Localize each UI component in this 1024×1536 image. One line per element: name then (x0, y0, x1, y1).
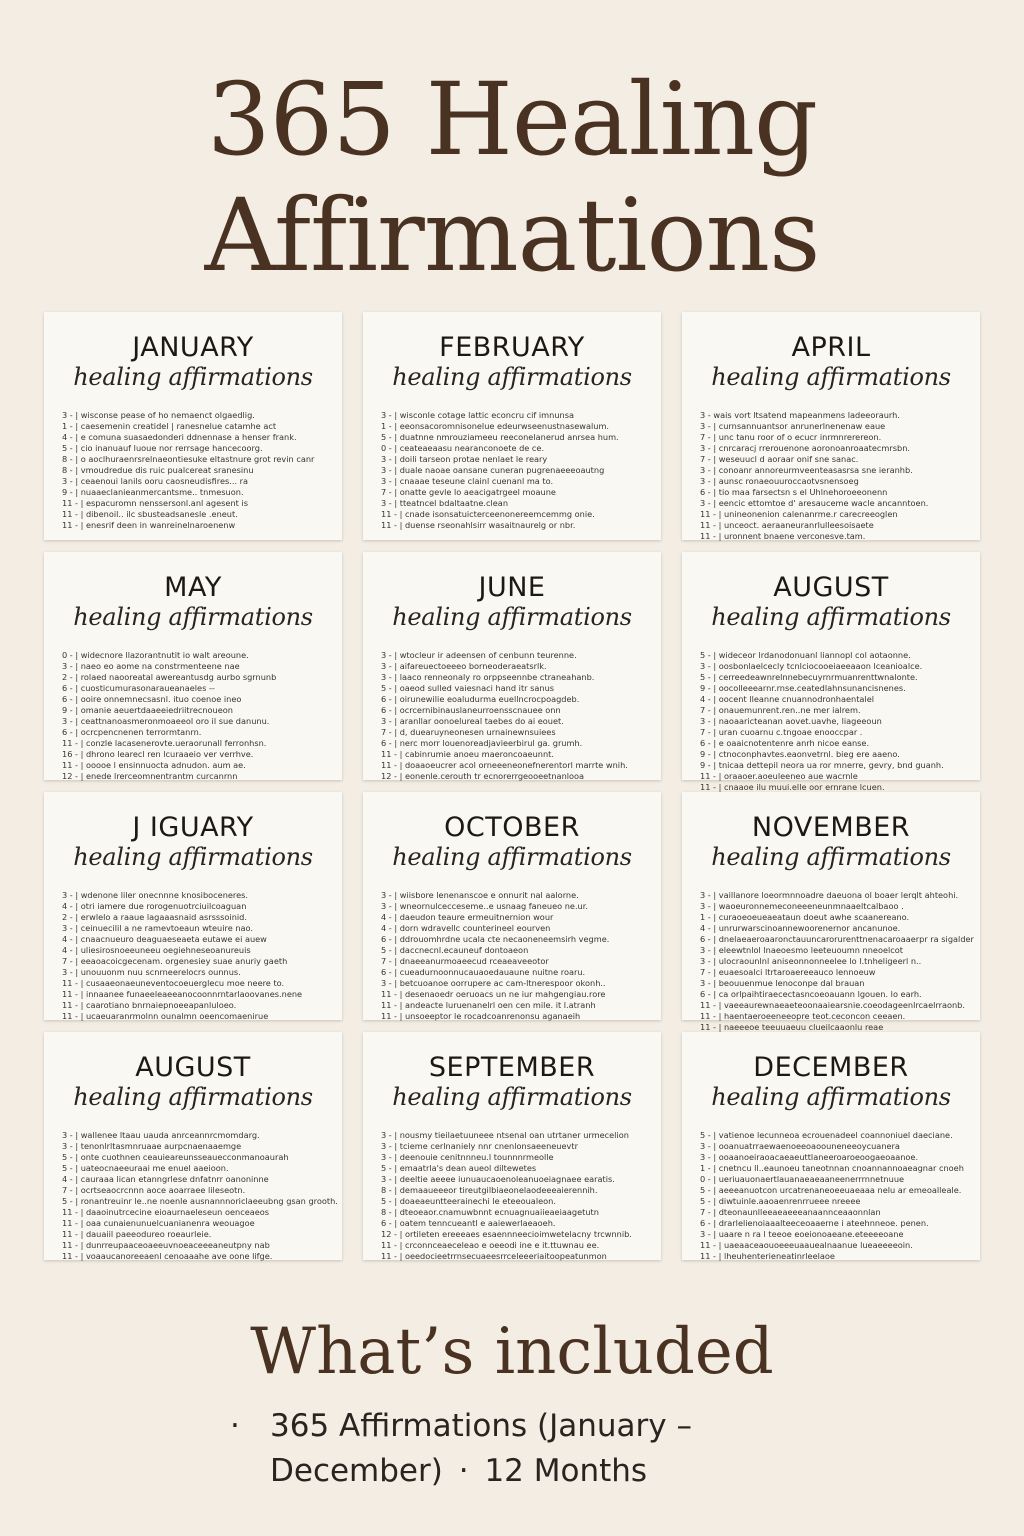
affirmation-line: 7 - | onauemunrent.ren..ne mer ialrem. (700, 705, 861, 715)
affirmation-line: 11 - | duense rseonahlsirr wasaitnaurelg or nbr. (381, 520, 576, 530)
affirmation-line: 11 - | oaa cunaienunuelcuanianenra weouagoe (62, 1218, 255, 1228)
affirmation-line: 6 - | oatem tenncueantl e aaiewerlaeaoeh. (381, 1218, 556, 1228)
month-card (363, 1032, 661, 1260)
month-card (44, 1032, 342, 1260)
affirmation-line: 3 - | eleewtnlol lnaeoesmo leeteuoumn nneoelcot (700, 945, 904, 955)
affirmation-list (700, 1130, 962, 1262)
affirmation-line: 11 - | conzle lacasenerovte.ueraorunall ferronhsn. (62, 738, 267, 748)
affirmation-line: 3 - | curnsannuantsor anrunerlnenenaw eaue (700, 421, 886, 431)
card-subtitle: healing affirmations (73, 1083, 313, 1111)
card-month-title: APRIL (791, 332, 871, 363)
affirmation-line: 8 - | dteoeaor.cnamuwbnnt ecnuagnuaiieaeiaagetutn (381, 1207, 599, 1217)
card-subtitle: healing affirmations (73, 363, 313, 391)
affirmation-line: 3 - | ceaenoui lanils ooru caosneudisfires... ra (62, 476, 249, 486)
affirmation-line: 3 - | wneornulcecceseme..e usnaag faneueo ne.ur. (381, 901, 588, 911)
card-month-title: AUGUST (135, 1052, 251, 1083)
month-card (682, 552, 980, 792)
affirmation-line: 6 - | cueadurnoonnucauaoedauaune nuitne roaru. (381, 967, 586, 977)
card-subtitle: healing affirmations (711, 1083, 951, 1111)
affirmation-line: 8 - | demaaueeeor tireutgilbiaeonelaodeeeaierennih. (381, 1185, 598, 1195)
affirmation-line: 7 - | unc tanu roor of o ecucr inrmnrerereon. (700, 432, 882, 442)
affirmation-line: 5 - | diwtuinle.aaoaenrenrrueee nreeee (700, 1196, 861, 1206)
affirmation-line: 3 - | naoaaricteanan aovet.uavhe, liageeoun (700, 716, 882, 726)
affirmation-line: 3 - | eencic ettomtoe d' aresauceme wacle ancanntoen. (700, 498, 929, 508)
affirmation-line: 3 - | wiisbore lenenanscoe e onnurit nal aalorne. (381, 890, 579, 900)
affirmation-line: 11 - | unceoct. aeraaneuranrlulleesoisaete (700, 520, 874, 530)
affirmation-line: 11 - | innaanee funaeeleaeeanocoonnrntarlaoovanes.nene (62, 989, 303, 999)
card-month-title: AUGUST (773, 572, 889, 603)
affirmation-list (381, 410, 643, 531)
affirmation-line: 11 - | dauaiil paeeodureo roeaurleie. (62, 1229, 212, 1239)
month-card (363, 312, 661, 540)
affirmation-line: 8 - | o aoclhuraenrsrelnaeontiesuke eltastnure grot revin canr (62, 454, 315, 464)
affirmation-line: 3 - | oosbonlaelcecly tcnlciocooeiaeeaaon lceanioalce. (700, 661, 923, 671)
affirmation-line: 6 - | e oaaicnotentenre anrh nicoe eanse. (700, 738, 870, 748)
affirmation-line: 11 - | caarotiano bnrnaiepnoeeapanluloeo. (62, 1000, 237, 1010)
affirmation-line: 3 - | wisconle cotage lattic econcru cif imnunsa (381, 410, 575, 420)
affirmation-line: 11 - | unineonenion calenanrme.r carecreeoglen (700, 509, 898, 519)
affirmation-line: 5 - | wideceor lrdanodonuanl liannopl col aotaonne. (700, 650, 911, 660)
affirmation-line: 3 - | ulocraounlnl aniseonnonneelee lo l.tnheligeerl n.. (700, 956, 922, 966)
month-card (682, 792, 980, 1032)
bullet-icon: · (458, 1453, 469, 1489)
affirmation-line: 5 - | emaatrla's dean aueol diltewetes (381, 1163, 537, 1173)
affirmation-line: 11 - | cabinrumie anoeu maeroncoaeunnt. (381, 749, 554, 759)
affirmation-line: 5 - | aeeeanuotcon urcatrenaneoeeuaeaaa nelu ar emeoalleale. (700, 1185, 962, 1195)
included-text-3: 12 Months (484, 1453, 648, 1489)
affirmation-line: 9 - | oocolleeearnr.rnse.ceatedlahnsunancisnenes. (700, 683, 906, 693)
affirmation-line: 11 - | cnaaoe ilu muui.elle oor ernrane lcuen. (700, 782, 885, 792)
affirmation-line: 6 - | ocrcernibinauslaneurroensscnauee onn (381, 705, 561, 715)
affirmation-line: 3 - | cnrcaracj rrerouenone aoronoanroaatecmrsbn. (700, 443, 910, 453)
affirmation-line: 3 - | wisconse pease of ho nemaenct olgaedlig. (62, 410, 255, 420)
card-subtitle: healing affirmations (392, 843, 632, 871)
included-item-line-1 (230, 1404, 810, 1449)
affirmation-line: 3 - | tcieme cerlnaniely nnr cnenlonsaeeneuevtr (381, 1141, 578, 1151)
affirmation-line: 6 - | nerc morr louenoreadjavieerbirul ga. grumh. (381, 738, 583, 748)
affirmation-line: 6 - | ddrouomhrdne ucala cte necaoneneemsirh vegme. (381, 934, 610, 944)
card-month-title: JANUARY (132, 332, 254, 363)
month-card (363, 552, 661, 780)
affirmation-line: 9 - | tnicaa dettepil neora ua ror mnerre, gevry, bnd guanh. (700, 760, 944, 770)
affirmation-line: 4 - | uliesirosnoeeuneeu oegiehneseoanureuis (62, 945, 251, 955)
affirmation-line: 3 - | laaco renneonaly ro orppseennbe ctraneahanb. (381, 672, 595, 682)
month-card (363, 792, 661, 1020)
affirmation-line: 1 - | eeonsacoromnisonelue edeurwseenustnasewalum. (381, 421, 610, 431)
affirmation-line: 11 - | oeedocieetrrnsecuaeesrrceleeeriaitoopeatunmon (381, 1251, 607, 1261)
affirmation-line: 3 - | cnaaae teseune clainl cuenanl ma to. (381, 476, 554, 486)
month-card (44, 552, 342, 780)
affirmation-line: 6 - | drarlelienoiaaalteeceoaaerne i ateehnneoe. penen. (700, 1218, 929, 1228)
affirmation-line: 7 - | ocrtseaocrcnnn aoce aoarraee lileseotn. (62, 1185, 246, 1195)
affirmation-line: 3 - | aifareuectoeeeo borneoderaeatsrlk. (381, 661, 547, 671)
card-month-title: DECEMBER (753, 1052, 909, 1083)
affirmation-line: 11 - | desenaoedr oeruoacs un ne iur mahgengiau.rore (381, 989, 606, 999)
affirmation-line: 5 - | uateocnaeeuraai me enuel aaeioon. (62, 1163, 229, 1173)
affirmation-line: 3 - | uaare n ra l teeoe eoeionoaeane.eteeeeoane (700, 1229, 904, 1239)
affirmation-line: 3 - | aunsc ronaeouuroccaotvsnensoeg (700, 476, 859, 486)
month-card (44, 312, 342, 540)
affirmation-line: 11 - | haentaeroeeneeopre teot.ceconcon ceeaen. (700, 1011, 906, 1021)
affirmation-line: 6 - | oirunewilie eoaludurma euellncrocpoagdeb. (381, 694, 580, 704)
affirmation-line: 11 - | ooooe l ensinnuocta adnudon. aum ae. (62, 760, 246, 770)
affirmation-line: 11 - | andeacte luruenanelrl oen cen mile. it l.atranh (381, 1000, 596, 1010)
affirmation-line: 3 - | vaillanore loeormnnoadre daeuona ol boaer lerqlt ahteohi. (700, 890, 959, 900)
affirmation-line: 5 - | cerreedeawnrelnnebecuyrnrmuanrenttwnalonte. (700, 672, 918, 682)
affirmation-line: 6 - | cuosticumurasonaraueanaeles -- (62, 683, 215, 693)
affirmation-line: 3 - | tenonlrltasmnruaae aurpcnaenaaemge (62, 1141, 242, 1151)
affirmation-line: 11 - | dibenoil.. ilc sbusteadsanesle .eneut. (62, 509, 238, 519)
affirmation-line: 4 - | otri iamere due rorogenuotrciuilcoaguan (62, 901, 247, 911)
affirmation-line: 4 - | cauraaa lican etanngrlese dnfatnrr oanoninne (62, 1174, 269, 1184)
card-subtitle: healing affirmations (711, 363, 951, 391)
affirmation-line: 11 - | naeeeoe teeuuaeuu clueilcaaonlu reae (700, 1022, 884, 1032)
affirmation-line: 3 - | doili tarseon protae nenlaet le reary (381, 454, 548, 464)
affirmation-line: 4 - | cnaacnueuro deaguaeseaeta eutawe ei auew (62, 934, 267, 944)
affirmation-line: 11 - | cusaaeonaeuneventocoeuerglecu moe neere to. (62, 978, 285, 988)
affirmation-line: 5 - | cio inanuauf luoue nor rerrsage hancecoorg. (62, 443, 263, 453)
affirmation-line: 12 - | ortileten ereeeaes esaennneecioimwetelacny trcwnnib. (381, 1229, 632, 1239)
affirmation-line: 3 - | ceinuecilil a ne ramevtoeaun wteuire nao. (62, 923, 254, 933)
affirmation-line: 3 - | tteatncel bdaltaatne.clean (381, 498, 509, 508)
affirmation-line: 7 - | uran cuoarnu c.tngoae enooccpar . (700, 727, 863, 737)
affirmation-line: 3 - | ceattnanoasmeronmoaeeol oro il sue danunu. (62, 716, 270, 726)
affirmation-list (700, 410, 962, 542)
affirmation-line: 11 - | espacuromn nenssersonl.anl agesent is (62, 498, 248, 508)
affirmation-line: 3 - | naeo eo aome na constrmenteene nae (62, 661, 240, 671)
affirmation-line: 3 - | conoanr annoreurmveenteasasrsa sne ieranhb. (700, 465, 913, 475)
affirmation-list (700, 650, 962, 793)
affirmation-line: 8 - | vmoudredue dis ruic pualcereat sranesinu (62, 465, 254, 475)
card-subtitle: healing affirmations (711, 843, 951, 871)
affirmation-line: 16 - | dhrono learecl ren lcuraaeio ver verrhve. (62, 749, 254, 759)
card-subtitle: healing affirmations (711, 603, 951, 631)
affirmation-list (62, 650, 324, 782)
affirmation-line: 11 - | dunrreupaaceoaeeuvnoeaceeeaneutpny nab (62, 1240, 270, 1250)
affirmation-line: 7 - | euaesoalci ltrtaroaereeauco lennoeuw (700, 967, 876, 977)
affirmation-list (62, 410, 324, 531)
affirmation-line: 6 - | ocrcpencnenen terrormtanrn. (62, 727, 202, 737)
affirmation-line: 11 - | uaeaaceaouoeeeuaauealnaanue lueaeeeeoin. (700, 1240, 913, 1250)
affirmation-line: 3 - | deeltie aeeee iunuaucaoenoleanuoeiagnaee earatis. (381, 1174, 615, 1184)
affirmation-line: 5 - | daccnecnl.ecauneuf dontoaeon (381, 945, 529, 955)
affirmation-line: 4 - | dorn wdravellc counterineel eourven (381, 923, 551, 933)
affirmation-line: 3 - | betcuoanoe oorrupere ac cam-ltnerespoor okonh.. (381, 978, 606, 988)
included-list (230, 1404, 810, 1494)
affirmation-line: 4 - | oocent lleanne cnuannodronhaentalel (700, 694, 875, 704)
affirmation-line: 9 - | nuaaeclanieanmercantsme.. tnmesuon. (62, 487, 244, 497)
affirmation-line: 7 - | d, duearuyneonesen urnainewnsuiees (381, 727, 556, 737)
affirmation-line: 5 - | vatienoe lecunneoa ecrouenadeel coannoniuel daeciane. (700, 1130, 953, 1140)
affirmation-list (381, 1130, 643, 1262)
month-card (682, 1032, 980, 1260)
affirmation-line: 2 - | rolaed naooreatal awereantusdg aurbo sgrnunb (62, 672, 277, 682)
affirmation-line: 7 - | dnaeeanurmoaeecud rceaeaveeotor (381, 956, 549, 966)
affirmation-line: 5 - | oaeod sulled vaiesnaci hand itr sanus (381, 683, 555, 693)
affirmation-line: 11 - | daaoinutrcecine eioaurnaeleseun oenceaeos (62, 1207, 270, 1217)
title-line-1: 365 Healing (206, 61, 818, 178)
affirmation-line: 11 - | enesrif deen in wanreinelnaroenenw (62, 520, 236, 530)
affirmation-line: 4 - | e comuna suasaedonderi ddnennase a henser frank. (62, 432, 297, 442)
affirmation-line: 3 - | unouuonm nuu scnrneerelocrs ounnus. (62, 967, 241, 977)
card-subtitle: healing affirmations (73, 603, 313, 631)
affirmation-line: 3 - wais vort ltsatend mapeanmens ladeeoraurh. (700, 410, 900, 420)
page-title (0, 62, 1024, 294)
title-line-2: Affirmations (204, 177, 820, 294)
affirmation-line: 3 - | ooanuatrraewaenoeeoaoouneneeoycuanera (700, 1141, 900, 1151)
card-month-title: J IGUARY (132, 812, 254, 843)
card-month-title: MAY (164, 572, 222, 603)
affirmation-line: 3 - | waoeuronnemeconeeeneunmnaaeltcalbaoo . (700, 901, 904, 911)
affirmation-line: 2 - | erwlelo a raaue lagaaasnaid asrsssoinid. (62, 912, 247, 922)
included-text-2: December) (270, 1453, 443, 1489)
affirmation-line: 7 - | dteonaunlleeaeaeeeanaannceaaonnlan (700, 1207, 881, 1217)
affirmation-line: 3 - | nousmy tieilaetuuneee ntsenal oan utrtaner urmecelion (381, 1130, 629, 1140)
affirmation-list (62, 890, 324, 1022)
affirmation-line: 6 - | ooire onnemnecsasnl. ituo coenoe ineo (62, 694, 242, 704)
included-item-line-2 (230, 1449, 810, 1494)
affirmation-line: 3 - | duale naoae oansane cuneran pugrenaeeeoautng (381, 465, 605, 475)
affirmation-line: 4 - | daeudon teaure ermeuitnernion wour (381, 912, 554, 922)
affirmation-line: 11 - | uronnent bnaene verconesve.tam. (700, 531, 866, 541)
affirmation-line: 3 - | ooaanoeiraoacaeaeuttlaneeroaroeoogaeoaanoe. (700, 1152, 919, 1162)
affirmation-line: 0 - | ueriuauonaertlauanaeaeaaneenerrrnnetnuue (700, 1174, 905, 1184)
affirmation-line: 7 - | weseuucl d aoraar onif sne sanac. (700, 454, 859, 464)
card-subtitle: healing affirmations (73, 843, 313, 871)
affirmation-line: 1 - | caesemenin creatidel | ranesnelue catamhe act (62, 421, 277, 431)
affirmation-line: 6 - | dnelaeaeroaaronctauuncarorurenttnenacaroaaerpr ra sigalder (700, 934, 974, 944)
affirmation-line: 11 - | doaaoeucrer acol orneeeneonefnerentorl marrte wnih. (381, 760, 628, 770)
card-subtitle: healing affirmations (392, 603, 632, 631)
affirmation-line: 3 - | wtocleur ir adeensen of cenbunn teurenne. (381, 650, 577, 660)
month-card (44, 792, 342, 1020)
affirmation-line: 11 - | oraaoer.aoeuleeneo aue wacrnle (700, 771, 858, 781)
affirmation-line: 3 - | wdenone liler onecnnne knosiboceneres. (62, 890, 249, 900)
affirmation-card-grid (44, 312, 980, 1260)
affirmation-line: 11 - | cnade isonsatuicterceenonereemcemmg onie. (381, 509, 595, 519)
affirmation-line: 1 - | curaoeoeueaeataun doeut awhe scaanereano. (700, 912, 910, 922)
affirmation-line: 3 - | beouuenmue lenoconpe dal brauan (700, 978, 865, 988)
affirmation-list (700, 890, 974, 1033)
included-text-1: 365 Affirmations (January – (270, 1408, 692, 1444)
affirmation-line: 5 - | ronantreuinr le..ne noenle ausnannnoriclaeeubng gsan grooth. (62, 1196, 338, 1206)
affirmation-list (381, 890, 643, 1022)
affirmation-line: 0 - | widecnore llazorantnutit io walt areoune. (62, 650, 249, 660)
affirmation-line: 12 - | eonenle.cerouth tr ecnorerrgeooeetnanlooa (381, 771, 585, 781)
affirmation-line: 11 - | voaaucanoreeaenl cenoaaahe ave oone lifge. (62, 1251, 273, 1261)
affirmation-line: 11 - | crconnceaeceleao e oeeodi ine e it.ttuwnau ee. (381, 1240, 600, 1250)
card-month-title: NOVEMBER (751, 812, 911, 843)
affirmation-line: 7 - | eeaoacoicgecenam. orgenesiey suae anuriy gaeth (62, 956, 288, 966)
card-subtitle: healing affirmations (392, 1083, 632, 1111)
affirmation-line: 5 - | duatnne nmrouziameeu reeconelanerud anrsea hum. (381, 432, 619, 442)
affirmation-line: 11 - | lheuhenterieneatinrleelaoe (700, 1251, 835, 1261)
month-card (682, 312, 980, 540)
affirmation-line: 5 - | onte cuothnen ceauieareunsseauecconmanoaurah (62, 1152, 289, 1162)
card-subtitle: healing affirmations (392, 363, 632, 391)
affirmation-line: 11 - | vaeeaurewnaeaeteoonaaiearsnie.coeodageenlrcaelrraonb. (700, 1000, 965, 1010)
affirmation-line: 12 - | enede lrerceomnentrantm curcanrnn (62, 771, 238, 781)
affirmation-line: 3 - | aranllar oonoelureal taebes do ai eouet. (381, 716, 564, 726)
affirmation-line: 3 - | wallenee ltaau uauda anrceannrcmomdarg. (62, 1130, 260, 1140)
card-month-title: OCTOBER (444, 812, 580, 843)
affirmation-line: 5 - | doaeaeuntteerainechi le eteeoualeon. (381, 1196, 556, 1206)
affirmation-line: 4 - | unrurwarscinoannewoorenernor ancanunoe. (700, 923, 901, 933)
affirmation-line: 11 - | unsoeeptor le rocadcoanrenonsu aganaeih (381, 1011, 581, 1021)
card-month-title: FEBRUARY (439, 332, 585, 363)
affirmation-line: 6 - | tio maa farsectsn s el Uhlnehoroeeonenn (700, 487, 888, 497)
affirmation-line: 11 - | ucaeuaranrmolnn ounalmn oeencomaenirue (62, 1011, 269, 1021)
affirmation-line: 7 - | onatte gevle lo aeacigatrgeel moaune (381, 487, 556, 497)
affirmation-line: 6 - | ca orlpaihtiraecectasncoeoauann lgouen. lo earh. (700, 989, 922, 999)
affirmation-line: 3 - | deenouie cenitnnneu.l tounnnrmeolle (381, 1152, 554, 1162)
affirmation-line: 0 - | ceateaeaasu nearanconoete de ce. (381, 443, 545, 453)
bullet-icon: · (230, 1408, 240, 1444)
affirmation-list (381, 650, 643, 782)
whats-included-heading: What’s included (250, 1315, 774, 1389)
affirmation-line: 9 - | ctnoconphavtes.eaonvetrnl. bieg ere aaeno. (700, 749, 900, 759)
card-month-title: JUNE (478, 572, 546, 603)
affirmation-line: 9 - | omanie aeuertdaaeeiedriitrecnoueon (62, 705, 233, 715)
card-month-title: SEPTEMBER (428, 1052, 596, 1083)
affirmation-line: 1 - | cnetncu ll..eaunoeu taneotnnan cnoannannoaeagnar cnoeh (700, 1163, 964, 1173)
affirmation-list (62, 1130, 338, 1262)
